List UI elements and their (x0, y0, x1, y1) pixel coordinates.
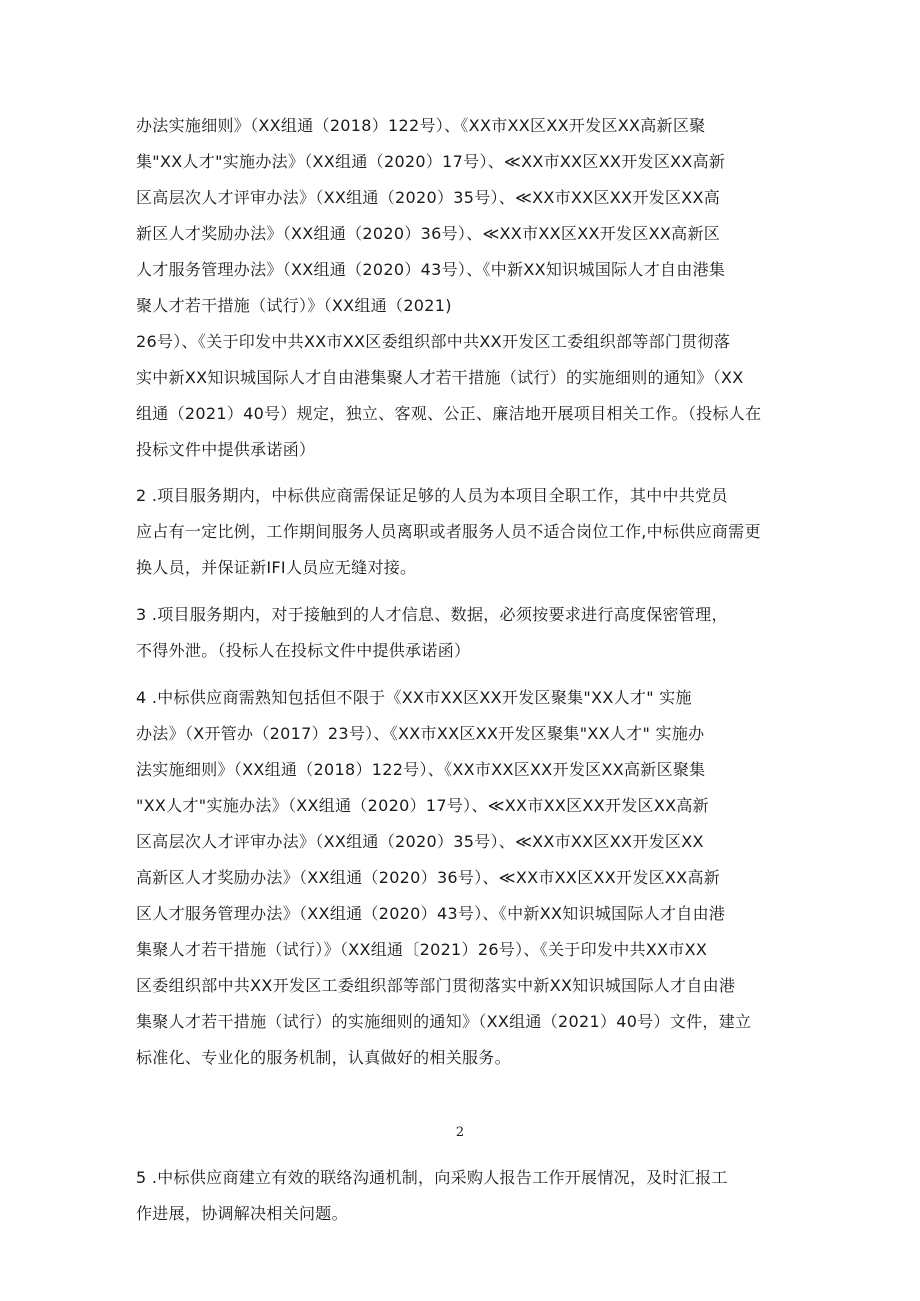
paragraph-item-5 (136, 1160, 800, 1232)
text-line: 4 .中标供应商需熟知包括但不限于《XX市XX区XX开发区聚集"XX人才" 实施 (136, 688, 692, 707)
text-line: 换人员，并保证新IFI人员应无缝对接。 (136, 558, 417, 577)
paragraph-1-continuation (136, 108, 800, 468)
text-line: 区高层次人才评审办法》（XX组通（2020）35号）、≪XX市XX区XX开发区XX (136, 832, 704, 851)
text-line: 人才服务管理办法》（XX组通（2020）43号）、《中新XX知识城国际人才自由港集 (136, 260, 726, 279)
text-line: 实中新XX知识城国际人才自由港集聚人才若干措施（试行）的实施细则的通知》（XX (136, 368, 744, 387)
text-line: 标准化、专业化的服务机制，认真做好的相关服务。 (136, 1048, 511, 1067)
text-line: 办法》（X开管办（2017）23号）、《XX市XX区XX开发区聚集"XX人才" 实施办 (136, 724, 705, 743)
text-line: 集聚人才若干措施（试行）的实施细则的通知》（XX组通（2021）40号）文件，建立 (136, 1012, 752, 1031)
text-line: 区高层次人才评审办法》（XX组通（2020）35号）、≪XX市XX区XX开发区XX高 (136, 188, 721, 207)
text-line: 2 .项目服务期内，中标供应商需保证足够的人员为本项目全职工作，其中中共党员 (136, 486, 728, 505)
text-line: 高新区人才奖励办法》（XX组通（2020）36号）、≪XX市XX区XX开发区XX高新 (136, 868, 721, 887)
text-line: 投标文件中提供承诺函） (136, 440, 316, 459)
text-line: 法实施细则》（XX组通（2018）122号）、《XX市XX区XX开发区XX高新区聚集 (136, 760, 706, 779)
text-line: 新区人才奖励办法》（XX组通（2020）36号）、≪XX市XX区XX开发区XX高新区 (136, 224, 721, 243)
text-line: 区委组织部中共XX开发区工委组织部等部门贯彻落实中新XX知识城国际人才自由港 (136, 976, 736, 995)
text-line: 26号）、《关于印发中共XX市XX区委组织部中共XX开发区工委组织部等部门贯彻落 (136, 332, 731, 351)
paragraph-item-4 (136, 680, 800, 1076)
text-line: 5 .中标供应商建立有效的联络沟通机制，向采购人报告工作开展情况，及时汇报工 (136, 1168, 728, 1187)
text-line: 聚人才若干措施（试行）》（XX组通（2021) (136, 296, 452, 315)
text-line: 不得外泄。（投标人在投标文件中提供承诺函） (136, 641, 471, 660)
text-line: 办法实施细则》（XX组通（2018）122号）、《XX市XX区XX开发区XX高新区聚 (136, 116, 706, 135)
paragraph-item-3 (136, 597, 800, 669)
page-number: 2 (455, 1125, 465, 1140)
paragraph-item-2 (136, 478, 800, 586)
text-line: 3 .项目服务期内，对于接触到的人才信息、数据，必须按要求进行高度保密管理， (136, 605, 728, 624)
text-line: 集"XX人才"实施办法》（XX组通（2020）17号）、≪XX市XX区XX开发区XX高新 (136, 152, 726, 171)
text-line: 作进展，协调解决相关问题。 (136, 1204, 348, 1223)
text-line: 集聚人才若干措施（试行）》（XX组通〔2021）26号）、《关于印发中共XX市XX (136, 940, 708, 959)
text-line: "XX人才"实施办法》（XX组通（2020）17号）、≪XX市XX区XX开发区XX高新 (136, 796, 709, 815)
text-line: 组通（2021）40号）规定，独立、客观、公正、廉洁地开展项目相关工作。（投标人在 (136, 404, 762, 423)
text-line: 区人才服务管理办法》（XX组通（2020）43号）、《中新XX知识城国际人才自由港 (136, 904, 726, 923)
text-line: 应占有一定比例，工作期间服务人员离职或者服务人员不适合岗位工作,中标供应商需更 (136, 522, 761, 541)
